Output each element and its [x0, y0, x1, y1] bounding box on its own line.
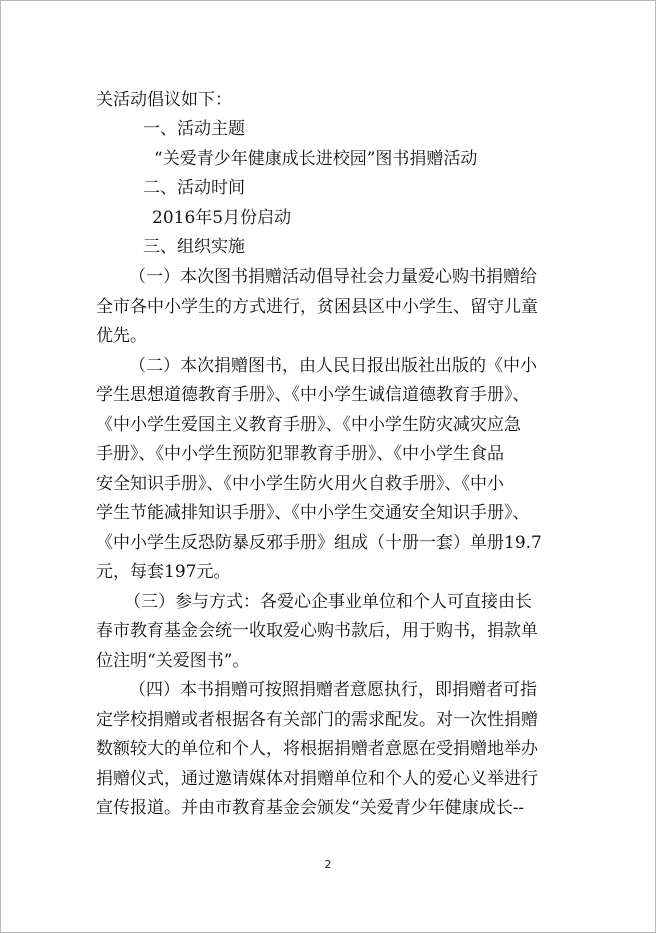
paragraph-line: （一）本次图书捐赠活动倡导社会力量爱心购书捐赠给 — [129, 267, 537, 287]
paragraph-line: 优先。 — [96, 326, 147, 346]
paragraph-line: 安全知识手册》、《中小学生防火用火自救手册》、《中小 — [96, 474, 504, 494]
paragraph-line: 学生节能减排知识手册》、《中小学生交通安全知识手册》、 — [96, 503, 530, 523]
paragraph-line: 宣传报道。并由市教育基金会颁发“关爱青少年健康成长-- — [96, 798, 525, 818]
text-line: 关活动倡议如下： — [96, 90, 232, 110]
paragraph-line: 位注明“关爱图书”。 — [96, 651, 250, 671]
paragraph-line: （三）参与方式：各爱心企事业单位和个人可直接由长 — [124, 592, 532, 612]
paragraph-line: 元，每套197元。 — [96, 562, 231, 582]
paragraph-line: （四）本书捐赠可按照捐赠者意愿执行，即捐赠者可指 — [129, 680, 537, 700]
paragraph-line: 春市教育基金会统一收取爱心购书款后，用于购书，捐款单 — [96, 621, 538, 641]
paragraph-line: 定学校捐赠或者根据各有关部门的需求配发。对一次性捐赠 — [96, 710, 538, 730]
section-heading: 一、活动主题 — [143, 119, 245, 139]
paragraph-line: 学生思想道德教育手册》、《中小学生诚信道德教育手册》、 — [96, 385, 530, 405]
page-number: 2 — [324, 858, 332, 871]
paragraph-line: 《中小学生反恐防暴反邪手册》组成（十册一套）单册19.7 — [96, 533, 542, 553]
paragraph-line: 《中小学生爱国主义教育手册》、《中小学生防灾减灾应急 — [96, 415, 521, 435]
text-line: 2016年5月份启动 — [152, 208, 292, 228]
section-heading: 二、活动时间 — [143, 178, 245, 198]
paragraph-line: （二）本次捐赠图书，由人民日报出版社出版的《中小 — [129, 356, 537, 376]
paragraph-line: 手册》、《中小学生预防犯罪教育手册》、《中小学生食品 — [96, 444, 504, 464]
paragraph-line: 捐赠仪式，通过邀请媒体对捐赠单位和个人的爱心义举进行 — [96, 769, 538, 789]
text-line: “关爱青少年健康成长进校园”图书捐赠活动 — [154, 149, 478, 169]
paragraph-line: 全市各中小学生的方式进行，贫困县区中小学生、留守儿童 — [96, 297, 538, 317]
section-heading: 三、组织实施 — [143, 237, 245, 257]
paragraph-line: 数额较大的单位和个人，将根据捐赠者意愿在受捐赠地举办 — [96, 739, 538, 759]
